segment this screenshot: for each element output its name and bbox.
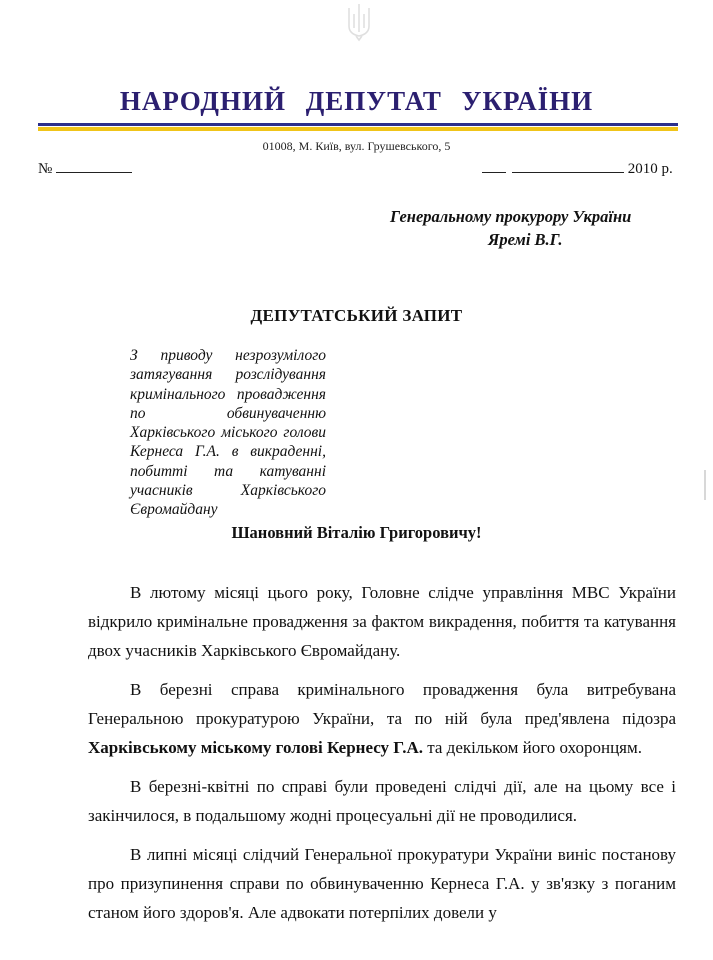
- registration-date: [482, 160, 673, 178]
- paragraph-2-end: та декільком його охоронцям.: [422, 738, 643, 757]
- paragraph-2-start: В березні справа кримінального провадження була витребувана Генеральною прокуратурою України, та по ній була пред'явлена підозра: [88, 680, 676, 728]
- salutation: Шановний Віталію Григоровичу!: [231, 523, 482, 542]
- paragraph-2: [88, 675, 676, 762]
- paragraph-1: В лютому місяці цього року, Головне слідче управління МВС України відкрило кримінальне провадження за фактом викрадення, побиття та катування двох учасників Харківського Євромайдану.: [88, 583, 676, 660]
- letterhead-stripe-gold: [38, 127, 678, 131]
- number-sign: №: [38, 161, 53, 177]
- paragraph-2-bold: Харківському міському голові Кернесу Г.А.: [88, 738, 423, 757]
- month-blank-line: [512, 160, 624, 173]
- letterhead-title: НАРОДНИЙ ДЕПУТАТ УКРАЇНИ: [119, 86, 594, 116]
- number-blank-line: [56, 160, 132, 173]
- addressee-name: Яремі В.Г.: [488, 230, 563, 249]
- registration-number: [38, 160, 132, 178]
- letterhead-address: 01008, М. Київ, вул. Грушевського, 5: [262, 139, 451, 153]
- subject-block: [130, 346, 326, 520]
- trident-emblem-icon: [344, 2, 374, 42]
- paragraph-3: В березні-квітні по справі були проведені слідчі дії, але на цьому все і закінчилося, в подальшому жодні процесуальні дії не проводилися.: [88, 777, 676, 825]
- subject-text: З приводу незрозумілого затягування розслідування кримінального провадження по обвинуваченню Харківського міського голови Кернеса Г.А. в викраденні, побитті та катуванні учасників Харківського Євромайдану: [130, 347, 326, 519]
- year-text: 2010 р.: [627, 161, 673, 177]
- letter-body: [88, 578, 676, 937]
- scan-artifact: [704, 470, 706, 500]
- letterhead-stripe-blue: [38, 123, 678, 126]
- addressee-position: Генеральному прокурору України: [390, 207, 632, 226]
- day-blank-line: [482, 160, 506, 173]
- document-title: ДЕПУТАТСЬКИЙ ЗАПИТ: [250, 306, 463, 325]
- paragraph-4: В липні місяці слідчий Генеральної прокуратури України виніс постанову про призупинення справи по обвинуваченню Кернеса Г.А. у зв'язку з поганим станом його здоров'я. Але адвокати потерпілих довели у: [88, 845, 676, 922]
- addressee-block: [390, 205, 690, 251]
